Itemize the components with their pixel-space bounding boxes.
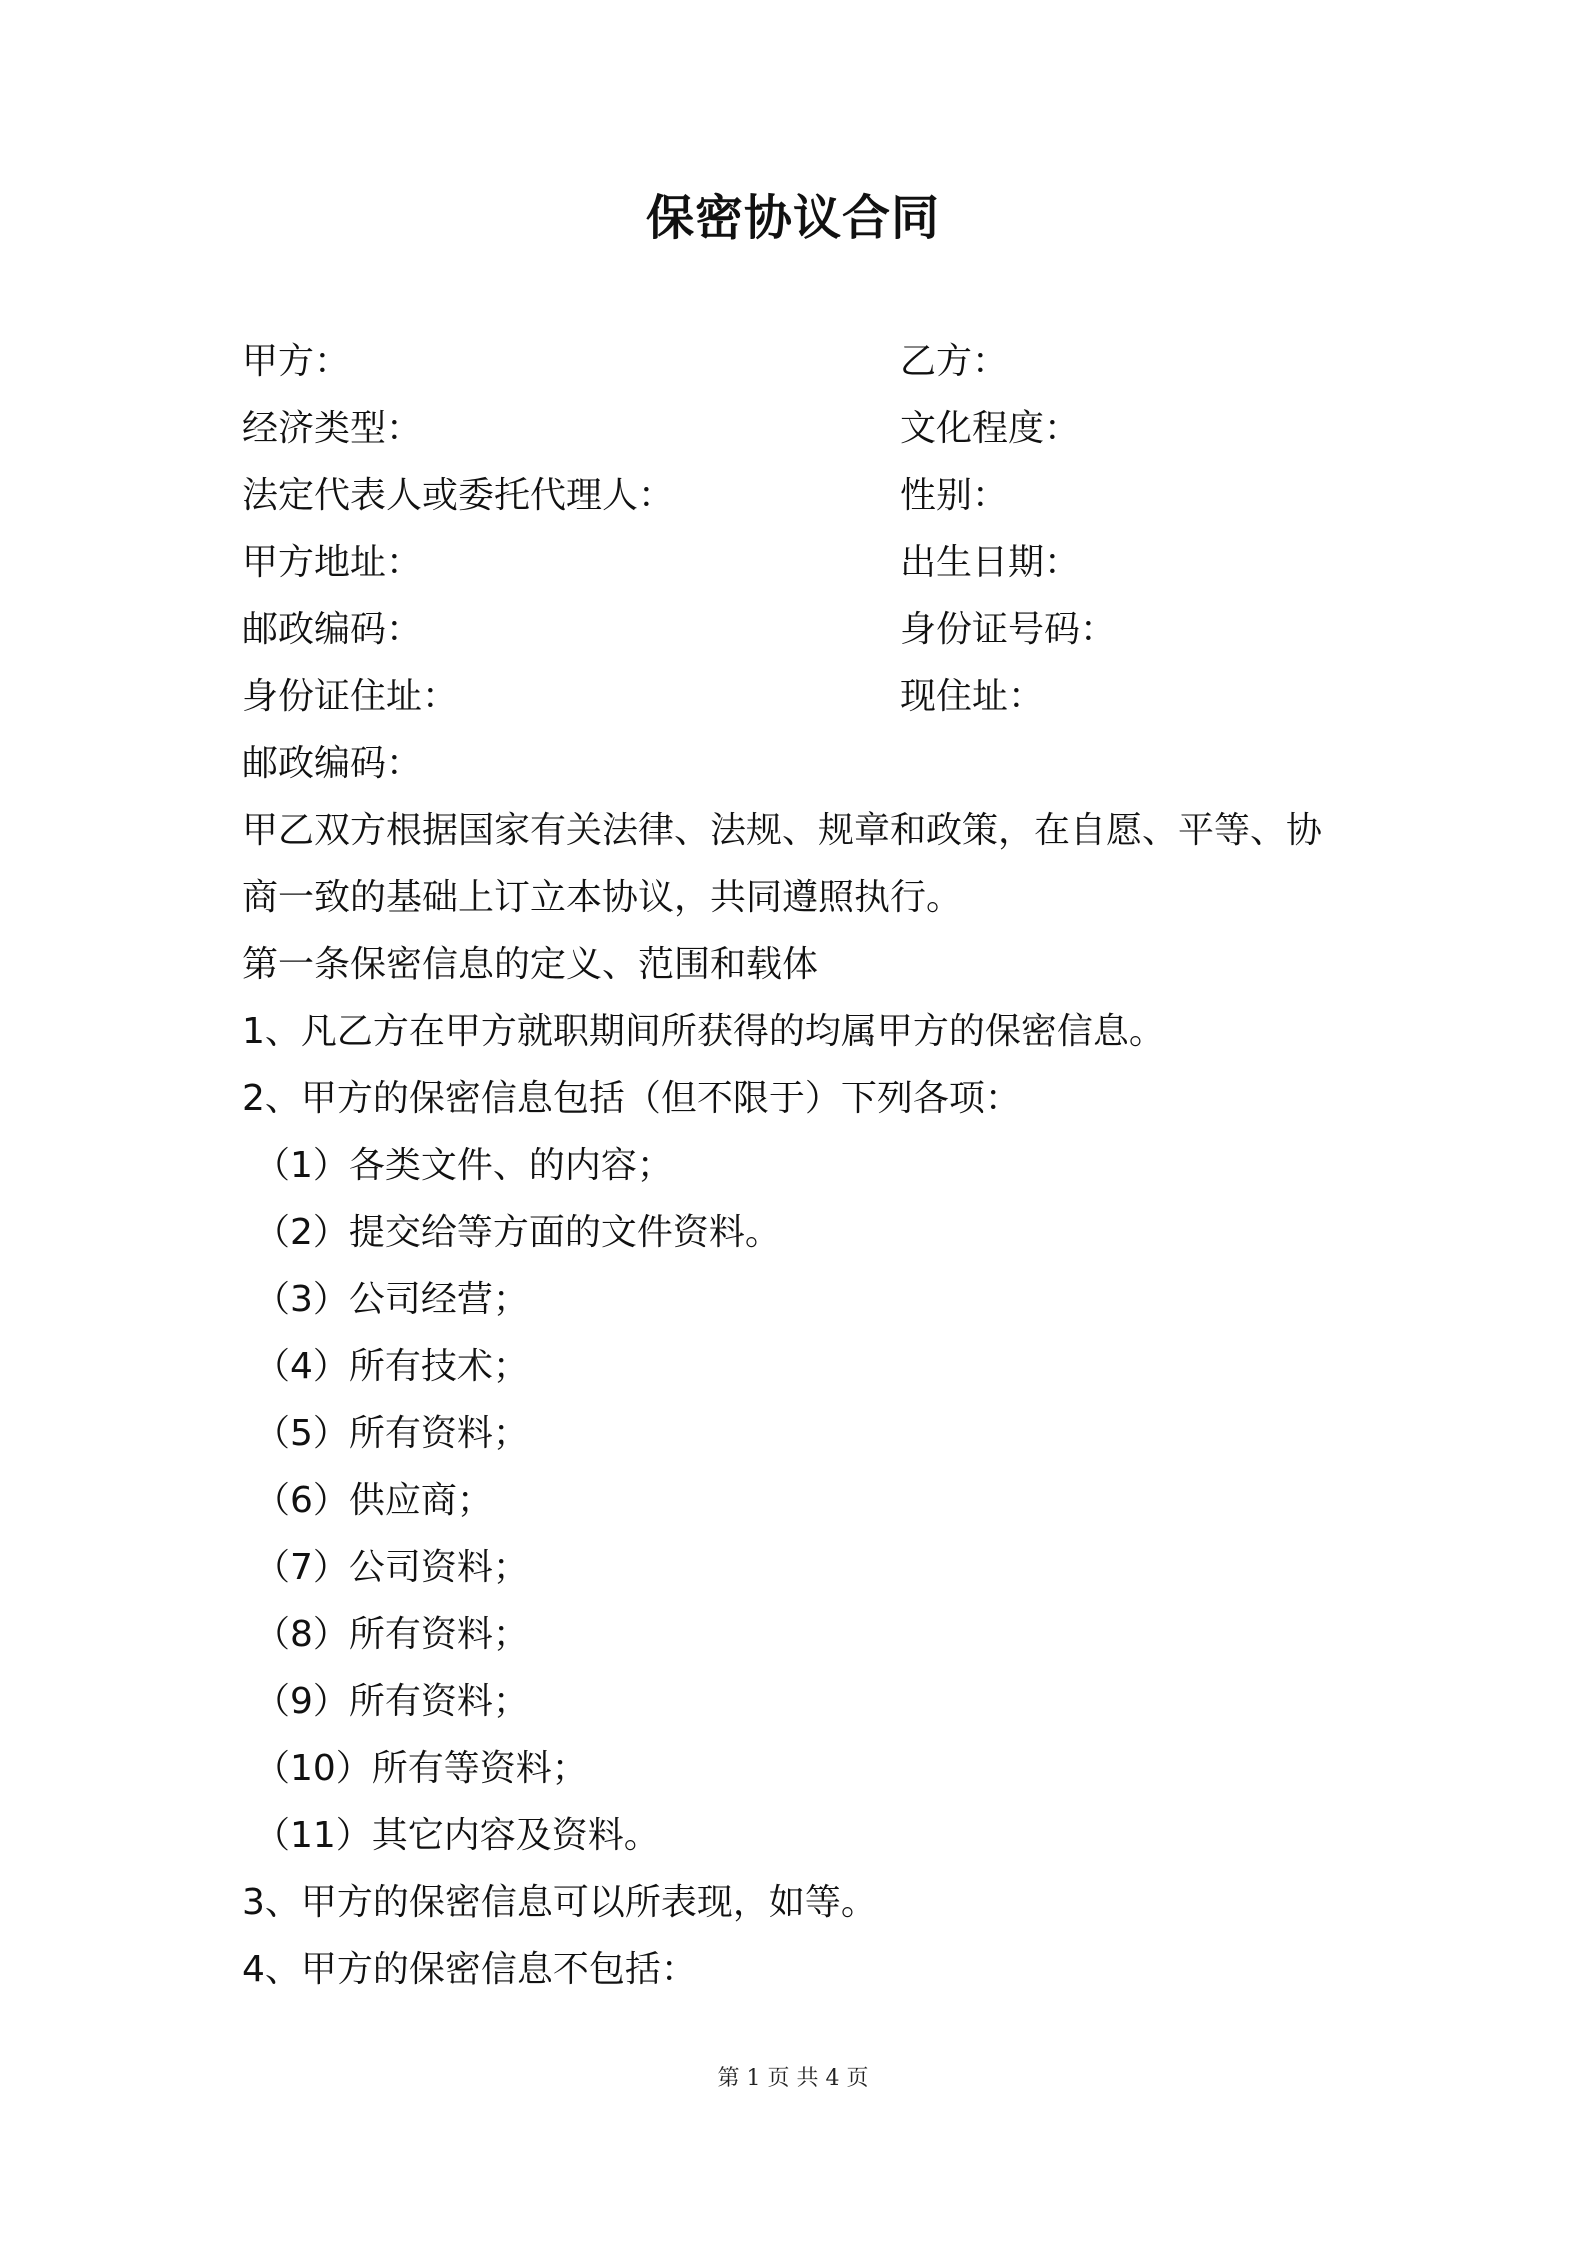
clause-1: 1、凡乙方在甲方就职期间所获得的均属甲方的保密信息。 <box>242 1011 1165 1052</box>
sub-item: （2）提交给等方面的文件资料。 <box>254 1212 781 1253</box>
party-a-field: 经济类型： <box>242 408 423 449</box>
clause-4: 4、甲方的保密信息不包括： <box>242 1949 697 1990</box>
party-b-field: 文化程度： <box>900 408 1081 449</box>
party-a-field: 甲方地址： <box>242 542 423 583</box>
clause-3: 3、甲方的保密信息可以所表现，如等。 <box>242 1882 877 1923</box>
page-indicator: 第 1 页 共 4 页 <box>717 2066 869 2091</box>
sub-item: （9）所有资料； <box>254 1681 529 1722</box>
party-row <box>242 663 1362 730</box>
party-row <box>242 596 1362 663</box>
party-b-field: 乙方： <box>900 341 1009 382</box>
sub-item: （4）所有技术； <box>254 1346 529 1387</box>
sub-item: （8）所有资料； <box>254 1614 529 1655</box>
sub-item: （11）其它内容及资料。 <box>254 1815 660 1856</box>
intro-paragraph-line: 商一致的基础上订立本协议，共同遵照执行。 <box>242 877 963 918</box>
party-a-field: 邮政编码： <box>242 609 423 650</box>
clause-2: 2、甲方的保密信息包括（但不限于）下列各项： <box>242 1078 1021 1119</box>
sub-item: （3）公司经营； <box>254 1279 529 1320</box>
document-title: 保密协议合同 <box>645 190 940 246</box>
intro-paragraph-line: 甲乙双方根据国家有关法律、法规、规章和政策，在自愿、平等、协 <box>242 810 1323 851</box>
party-row <box>242 462 1362 529</box>
postal-code-field: 邮政编码： <box>242 743 423 784</box>
party-b-field: 性别： <box>900 475 1009 516</box>
party-b-field: 身份证号码： <box>900 609 1117 650</box>
sub-item: （6）供应商； <box>254 1480 493 1521</box>
party-b-field: 现住址： <box>900 676 1045 717</box>
sub-item: （1）各类文件、的内容； <box>254 1145 673 1186</box>
sub-item: （5）所有资料； <box>254 1413 529 1454</box>
party-row <box>242 328 1362 395</box>
party-row <box>242 529 1362 596</box>
party-a-field: 身份证住址： <box>242 676 459 717</box>
party-row <box>242 395 1362 462</box>
party-a-field: 甲方： <box>242 341 351 382</box>
party-a-field: 法定代表人或委托代理人： <box>242 475 675 516</box>
sub-item: （7）公司资料； <box>254 1547 529 1588</box>
document-body <box>242 328 1362 2003</box>
party-b-field: 出生日期： <box>900 542 1081 583</box>
sub-item: （10）所有等资料； <box>254 1748 588 1789</box>
article-heading: 第一条保密信息的定义、范围和载体 <box>242 944 819 985</box>
